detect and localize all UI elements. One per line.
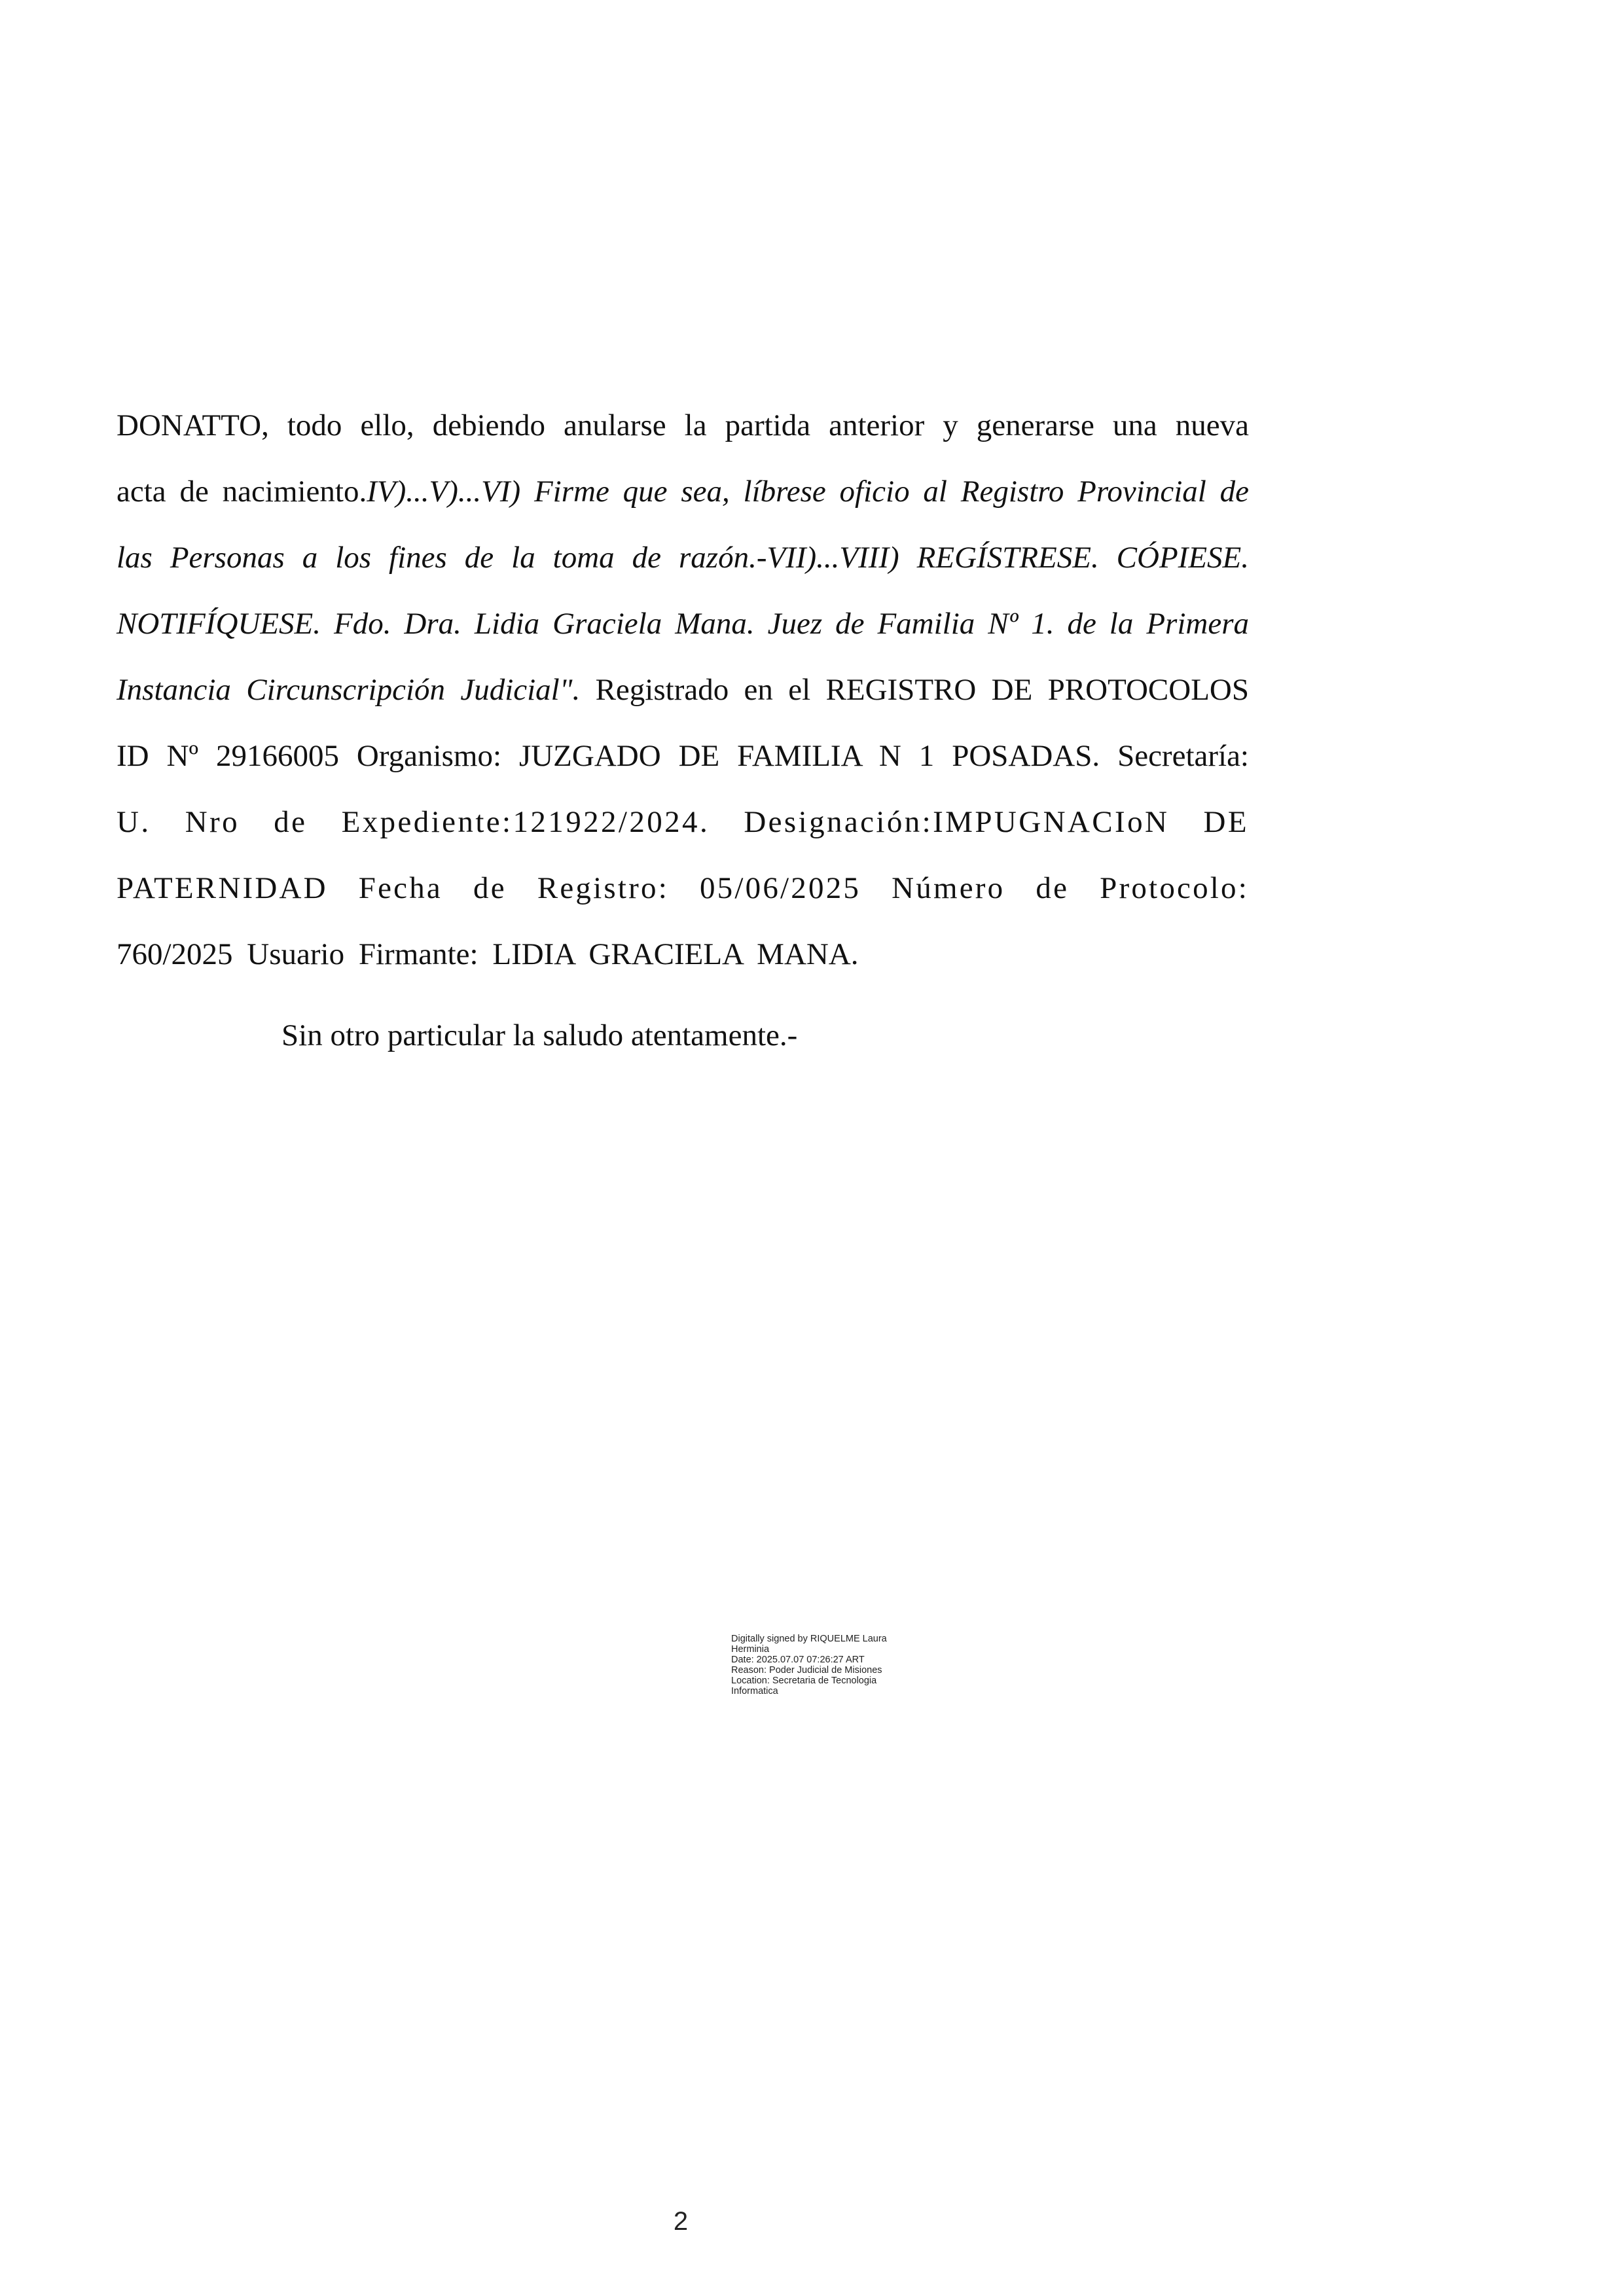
signature-line-3: Date: 2025.07.07 07:26:27 ART bbox=[731, 1655, 865, 1665]
body-line-5-italic: Instancia Circunscripción Judicial". bbox=[117, 673, 581, 707]
body-line-5-normal: Registrado en el REGISTRO DE PROTOCOLOS bbox=[580, 673, 1249, 707]
signature-line-6: Informatica bbox=[731, 1686, 778, 1696]
signature-line-5: Location: Secretaria de Tecnologia bbox=[731, 1676, 877, 1686]
closing-salutation: Sin otro particular la saludo atentamente.- bbox=[281, 1018, 798, 1052]
page-number: 2 bbox=[673, 2207, 689, 2236]
body-line-2-normal: acta de nacimiento. bbox=[117, 475, 367, 509]
body-line-8: PATERNIDAD Fecha de Registro: 05/06/2025 Número de Protocolo: bbox=[117, 871, 1249, 905]
signature-line-4: Reason: Poder Judicial de Misiones bbox=[731, 1665, 882, 1676]
body-line-2-italic: IV)...V)...VI) Firme que sea, líbrese oficio al Registro Provincial de bbox=[367, 475, 1249, 509]
signature-line-1: Digitally signed by RIQUELME Laura bbox=[731, 1634, 887, 1644]
body-line-7: U. Nro de Expediente:121922/2024. Designación:IMPUGNACIoN DE bbox=[117, 805, 1249, 839]
body-paragraph bbox=[117, 393, 1249, 988]
body-line-5 bbox=[117, 657, 1249, 723]
body-line-2 bbox=[117, 459, 1249, 525]
body-line-3: las Personas a los fines de la toma de razón.-VII)...VIII) REGÍSTRESE. CÓPIESE. bbox=[117, 541, 1249, 575]
digital-signature-block bbox=[731, 1634, 967, 1696]
body-line-4: NOTIFÍQUESE. Fdo. Dra. Lidia Graciela Mana. Juez de Familia Nº 1. de la Primera bbox=[117, 607, 1249, 641]
body-line-9: 760/2025 Usuario Firmante: LIDIA GRACIELA MANA. bbox=[117, 937, 859, 971]
body-line-1: DONATTO, todo ello, debiendo anularse la partida anterior y generarse una nueva bbox=[117, 408, 1249, 442]
body-line-6: ID Nº 29166005 Organismo: JUZGADO DE FAMILIA N 1 POSADAS. Secretaría: bbox=[117, 739, 1249, 773]
signature-line-2: Herminia bbox=[731, 1644, 770, 1655]
